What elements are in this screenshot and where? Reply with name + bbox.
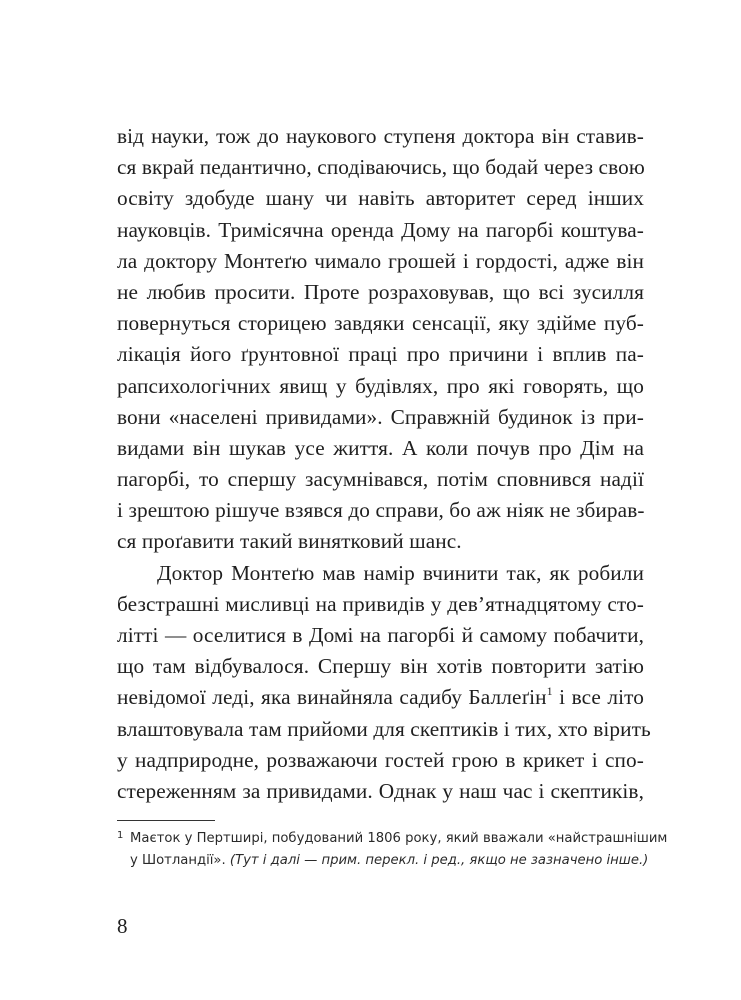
- footnote-marker: 1: [117, 830, 124, 841]
- paragraph-2: [117, 558, 651, 808]
- text-line: безстрашні мисливці на привидів у дев’ятнадцятому сто-: [117, 591, 644, 616]
- text-line: видами він шукав усе життя. А коли почув про Дім на: [117, 435, 644, 460]
- text-line: науковців. Тримісячна оренда Дому на пагорбі коштува-: [117, 217, 644, 242]
- text-segment: невідомої леді, яка винайняла садибу Баллеґін: [117, 685, 547, 710]
- footnote: [117, 828, 668, 872]
- text-line: ся вкрай педантично, сподіваючись, що бодай через свою: [117, 155, 645, 180]
- text-line: від науки, тож до наукового ступеня доктора він ставив-: [117, 124, 644, 148]
- text-line: що там відбувалося. Спершу він хотів повторити затію: [117, 654, 644, 679]
- text-line: Доктор Монтеґю мав намір вчинити так, як робили: [157, 560, 644, 585]
- text-line: повернуться сторицею завдяки сенсації, яку здійме пуб-: [117, 311, 644, 336]
- text-line: і зрештою рішуче взявся до справи, бо аж ніяк не збирав-: [117, 498, 645, 523]
- footnote-text: у Шотландії».: [130, 853, 230, 868]
- text-line-with-footnote-ref: [117, 682, 644, 713]
- text-line: літті — оселитися в Домі на пагорбі й самому побачити,: [117, 623, 644, 647]
- paragraph-1: [117, 121, 644, 558]
- footnote-note-italic: (Тут і далі — прим. перекл. і ред., якщо не зазначено інше.): [229, 853, 649, 868]
- text-line: у надприродне, розважаючи гостей грою в крикет і спо-: [117, 747, 644, 772]
- footnote-separator: [117, 820, 215, 821]
- text-line: лікація його ґрунтовної праці про причини і вплив па-: [117, 342, 644, 367]
- text-line: стереженням за привидами. Однак у наш час і скептиків,: [117, 778, 644, 803]
- text-line: рапсихологічних явищ у будівлях, про які говорять, що: [117, 373, 644, 398]
- text-segment: і все літо: [552, 685, 645, 710]
- text-line: вони «населені привидами». Справжній будинок із при-: [117, 404, 644, 429]
- text-line: освіту здобуде шану чи навіть авторитет серед інших: [117, 186, 644, 211]
- text-line: ла доктору Монтеґю чимало грошей і гордості, адже він: [117, 248, 644, 273]
- page-number: 8: [117, 914, 128, 938]
- text-line: влаштовувала там прийоми для скептиків і тих, хто вірить: [117, 716, 651, 741]
- footnote-line: Маєток у Пертширі, побудований 1806 року, який вважали «найстрашнішим: [130, 831, 668, 846]
- main-text: [117, 121, 651, 807]
- footnote-line: [117, 850, 647, 872]
- text-line: пагорбі, то спершу засумнівався, потім сповнився надії: [117, 467, 644, 492]
- text-line: не любив просити. Проте розраховував, що всі зусилля: [117, 279, 644, 304]
- text-line: ся проґавити такий винятковий шанс.: [117, 529, 462, 554]
- footnote-reference[interactable]: 1: [546, 684, 553, 699]
